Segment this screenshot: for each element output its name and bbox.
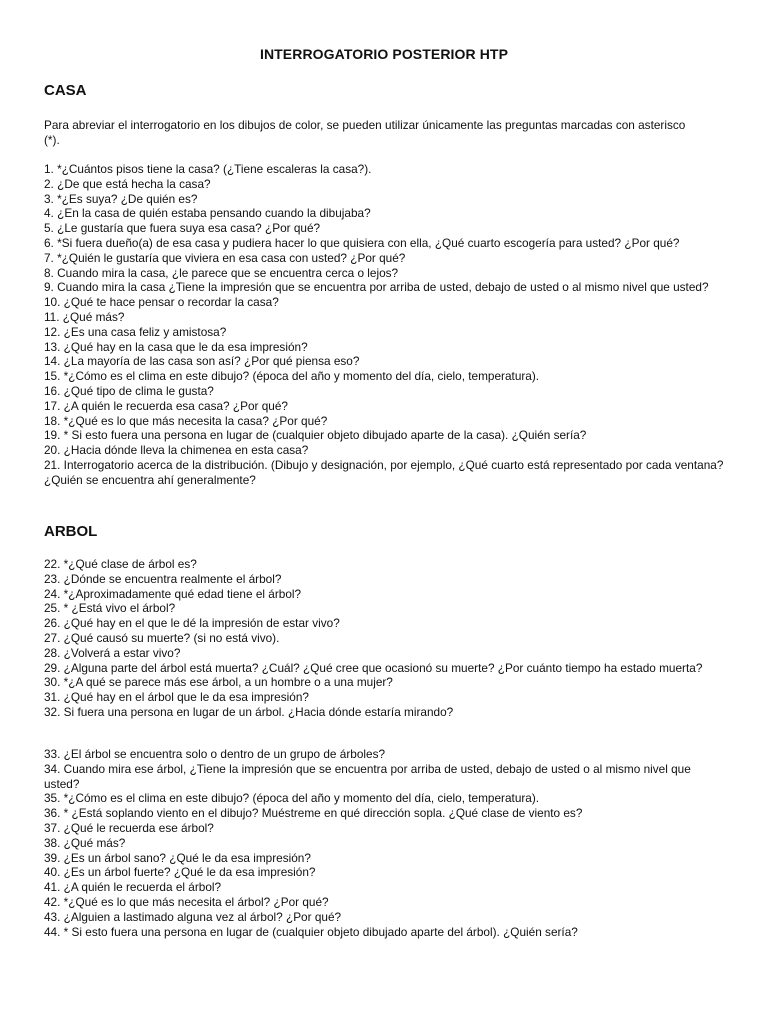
question-item: 22. *¿Qué clase de árbol es? — [44, 557, 197, 571]
question-item: 29. ¿Alguna parte del árbol está muerta? ¿Cuál? ¿Qué cree que ocasionó su muerte? ¿Por cuánto tiempo ha estado muerta? — [44, 660, 703, 675]
question-item: 8. Cuando mira la casa, ¿le parece que se encuentra cerca o lejos? — [44, 265, 399, 280]
question-item: 43. ¿Alguien a lastimado alguna vez al árbol? ¿Por qué? — [44, 909, 342, 924]
question-item: 38. ¿Qué más? — [44, 835, 126, 850]
question-item: 27. ¿Qué causó su muerte? (si no está vivo). — [44, 630, 280, 645]
question-item: 13. ¿Qué hay en la casa que le da esa impresión? — [44, 339, 308, 354]
section-heading-casa: CASA — [44, 82, 87, 99]
question-item: 30. *¿A qué se parece más ese árbol, a un hombre o a una mujer? — [44, 675, 393, 690]
question-item: 23. ¿Dónde se encuentra realmente el árbol? — [44, 571, 282, 586]
question-item: 34. Cuando mira ese árbol, ¿Tiene la impresión que se encuentra por arriba de usted, debajo de usted o al mismo nivel que — [44, 761, 691, 776]
section-heading-arbol: ARBOL — [44, 523, 98, 540]
question-item: 12. ¿Es una casa feliz y amistosa? — [44, 324, 227, 339]
question-item: 20. ¿Hacia dónde lleva la chimenea en esta casa? — [44, 443, 309, 458]
question-item: 9. Cuando mira la casa ¿Tiene la impresión que se encuentra por arriba de usted, debajo de usted o al mismo nivel que usted? — [44, 280, 709, 295]
arbol-question-list-1 — [44, 557, 724, 720]
question-item: 1. *¿Cuántos pisos tiene la casa? (¿Tiene escaleras la casa?). — [44, 162, 372, 176]
question-item: 11. ¿Qué más? — [44, 309, 125, 324]
question-item: 37. ¿Qué le recuerda ese árbol? — [44, 820, 214, 835]
question-item: 21. Interrogatorio acerca de la distribución. (Dibujo y designación, por ejemplo, ¿Qué cuarto está representado por cada ventana? ¿Quién se encuentra ahí generalmente? — [44, 457, 724, 487]
question-item: 19. * Si esto fuera una persona en lugar de (cualquier objeto dibujado aparte de la casa). ¿Quién sería? — [44, 428, 587, 443]
question-item: 31. ¿Qué hay en el árbol que le da esa impresión? — [44, 690, 309, 705]
question-item: 36. * ¿Está soplando viento en el dibujo? Muéstreme en qué dirección sopla. ¿Qué clase de viento es? — [44, 806, 583, 821]
question-item: 4. ¿En la casa de quién estaba pensando cuando la dibujaba? — [44, 206, 371, 221]
question-item: 32. Si fuera una persona en lugar de un árbol. ¿Hacia dónde estaría mirando? — [44, 704, 454, 719]
question-item: 41. ¿A quién le recuerda el árbol? — [44, 880, 222, 895]
question-item: 3. *¿Es suya? ¿De quién es? — [44, 191, 198, 206]
question-item: 6. *Si fuera dueño(a) de esa casa y pudiera hacer lo que quisiera con ella, ¿Qué cuarto escogería para usted? ¿Por qué? — [44, 235, 680, 250]
question-item: 42. *¿Qué es lo que más necesita el árbol? ¿Por qué? — [44, 894, 329, 909]
question-item: 35. *¿Cómo es el clima en este dibujo? (época del año y momento del día, cielo, temperatura). — [44, 791, 540, 806]
question-item: 39. ¿Es un árbol sano? ¿Qué le da esa impresión? — [44, 850, 311, 865]
casa-intro: Para abreviar el interrogatorio en los dibujos de color, se pueden utilizar únicamente las preguntas marcadas con asterisco (*). — [44, 118, 686, 147]
question-item: 14. ¿La mayoría de las casa son así? ¿Por qué piensa eso? — [44, 354, 360, 369]
arbol-question-list-2 — [44, 747, 724, 939]
question-item: 25. * ¿Está vivo el árbol? — [44, 601, 176, 616]
question-item: 10. ¿Qué te hace pensar o recordar la casa? — [44, 295, 279, 310]
question-item: 24. *¿Aproximadamente qué edad tiene el árbol? — [44, 586, 302, 601]
question-item: 7. *¿Quién le gustaría que viviera en esa casa con usted? ¿Por qué? — [44, 250, 406, 265]
question-item: 18. *¿Qué es lo que más necesita la casa? ¿Por qué? — [44, 413, 328, 428]
question-item: 17. ¿A quién le recuerda esa casa? ¿Por qué? — [44, 398, 288, 413]
question-item: 40. ¿Es un árbol fuerte? ¿Qué le da esa impresión? — [44, 865, 316, 880]
question-item: 26. ¿Qué hay en el que le dé la impresión de estar vivo? — [44, 616, 340, 631]
question-item: 5. ¿Le gustaría que fuera suya esa casa? ¿Por qué? — [44, 221, 321, 236]
question-item: 28. ¿Volverá a estar vivo? — [44, 645, 181, 660]
question-item: 15. *¿Cómo es el clima en este dibujo? (época del año y momento del día, cielo, temperatura). — [44, 369, 540, 384]
casa-question-list — [44, 162, 724, 488]
question-item: 2. ¿De que está hecha la casa? — [44, 176, 211, 191]
document-title: INTERROGATORIO POSTERIOR HTP — [259, 46, 509, 62]
question-item: 44. * Si esto fuera una persona en lugar de (cualquier objeto dibujado aparte del árbol). ¿Quién sería? — [44, 924, 578, 939]
question-item: 33. ¿El árbol se encuentra solo o dentro de un grupo de árboles? — [44, 747, 386, 761]
question-item: usted? — [44, 776, 80, 791]
question-item: 16. ¿Qué tipo de clima le gusta? — [44, 383, 214, 398]
